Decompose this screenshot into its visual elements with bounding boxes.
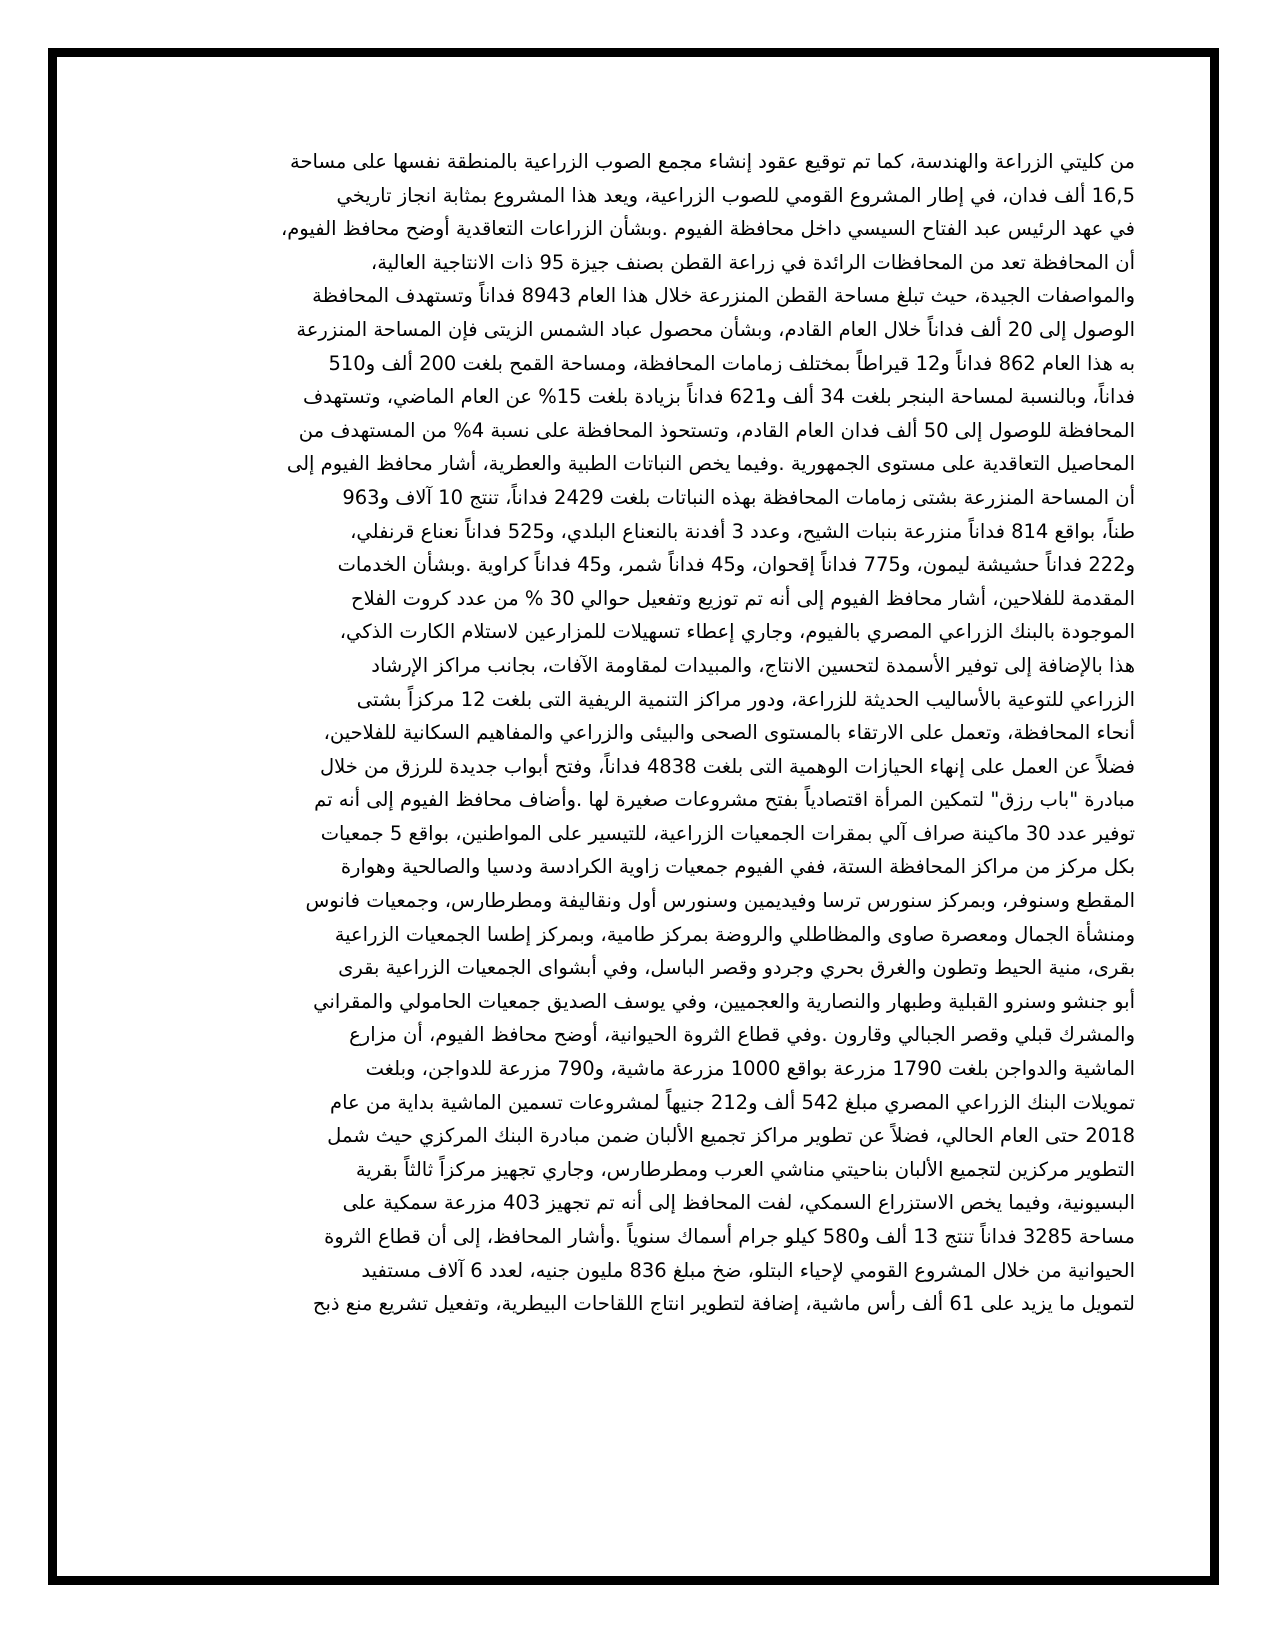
text-line: المحافظة للوصول إلى 50 ألف فدان العام القادم، وتستحوذ المحافظة على نسبة 4% من المستهدف من <box>298 418 1135 442</box>
text-line: توفير عدد 30 ماكينة صراف آلي بمقرات الجمعيات الزراعية، للتيسير على المواطنين، بواقع 5 جمعيات <box>320 821 1135 845</box>
text-line: التطوير مركزين لتجميع الألبان بناحيتي مناشي العرب ومطرطارس، وجاري تجهيز مركزاً ثالثاً بقرية <box>355 1157 1135 1181</box>
text-line: المقدمة للفلاحين، أشار محافظ الفيوم إلى أنه تم توزيع وتفعيل حوالي 30 % من عدد كروت الفلاح <box>351 586 1135 610</box>
text-line: بقرى، منية الحيط وتطون والغرق بحري وجردو وقصر الباسل، وفي أبشواى الجمعيات الزراعية بقرى <box>338 956 1135 980</box>
text-line: مساحة 3285 فداناً تنتج 13 ألف و580 كيلو جرام أسماك سنوياً .وأشار المحافظ، إلى أن قطاع الثروة <box>324 1225 1135 1248</box>
text-line: والمشرك قبلي وقصر الجبالي وقارون .وفي قطاع الثروة الحيوانية، أوضح محافظ الفيوم، أن مزارع <box>349 1023 1135 1047</box>
text-line: فضلاً عن العمل على إنهاء الحيازات الوهمية التى بلغت 4838 فداناً، وفتح أبواب جديدة للرزق من خلال <box>319 754 1135 778</box>
text-line: بكل مركز من مراكز المحافظة الستة، ففي الفيوم جمعيات زاوية الكرادسة ودسيا والصالحية وهوارة <box>340 855 1135 879</box>
text-line: هذا بالإضافة إلى توفير الأسمدة لتحسين الانتاج، والمبيدات لمقاومة الآفات، بجانب مراكز الإرشاد <box>371 653 1135 677</box>
text-line: 2018 حتى العام الحالي، فضلاً عن تطوير مراكز تجميع الألبان ضمن مبادرة البنك المركزي حيث شمل <box>327 1124 1135 1148</box>
text-line: و222 فداناً حشيشة ليمون، و775 فداناً إقحوان، و45 فداناً شمر، و45 فداناً كراوية .وبشأن الخدمات <box>337 553 1135 577</box>
text-line: الحيوانية من خلال المشروع القومي لإحياء البتلو، ضخ مبلغ 836 مليون جنيه، لعدد 6 آلاف مستفيد <box>361 1258 1135 1282</box>
text-line: والمواصفات الجيدة، حيث تبلغ مساحة القطن المنزرعة خلال هذا العام 8943 فداناً وتستهدف المحافظة <box>312 284 1135 308</box>
text-line: فداناً، وبالنسبة لمساحة البنجر بلغت 34 ألف و621 فداناً بزيادة بلغت 15% عن العام الماضي، وتستهدف <box>302 385 1135 409</box>
text-line: المحاصيل التعاقدية على مستوى الجمهورية .وفيما يخص النباتات الطبية والعطرية، أشار محافظ الفيوم إلى <box>286 452 1135 476</box>
text-line: أبو جنشو وسنرو القبلية وطبهار والنصارية والعجميين، وفي يوسف الصديق جمعيات الحامولي والمقراني <box>313 989 1135 1013</box>
text-line: من كليتي الزراعة والهندسة، كما تم توقيع عقود إنشاء مجمع الصوب الزراعية بالمنطقة نفسها على مساحة <box>290 150 1135 173</box>
text-line: الموجودة بالبنك الزراعي المصري بالفيوم، وجاري إعطاء تسهيلات للمزارعين لاستلام الكارت الذكي، <box>339 620 1135 644</box>
text-line: طناً، بواقع 814 فداناً منزرعة بنبات الشيح، وعدد 3 أفدنة بالنعناع البلدي، و525 فداناً نعناع قرنفلي، <box>350 519 1135 543</box>
text-line: أنحاء المحافظة، وتعمل على الارتقاء بالمستوى الصحى والبيئى والزراعي والمفاهيم السكانية للفلاحين، <box>323 721 1135 745</box>
text-line: مبادرة "باب رزق" لتمكين المرأة اقتصادياً بفتح مشروعات صغيرة لها .وأضاف محافظ الفيوم إلى أنه تم <box>314 788 1135 812</box>
text-line: به هذا العام 862 فداناً و12 قيراطاً بمختلف زمامات المحافظة، ومساحة القمح بلغت 200 ألف و510 <box>328 351 1135 375</box>
text-line: لتمويل ما يزيد على 61 ألف رأس ماشية، إضافة لتطوير انتاج اللقاحات البيطرية، وتفعيل تشريع منع ذبح <box>312 1292 1135 1316</box>
text-line: أن المحافظة تعد من المحافظات الرائدة في زراعة القطن بصنف جيزة 95 ذات الانتاجية العالية، <box>370 250 1135 274</box>
text-line: 16,5 ألف فدان، في إطار المشروع القومي للصوب الزراعية، ويعد هذا المشروع بمثابة انجاز تاريخي <box>336 183 1135 207</box>
article-body <box>140 145 1135 1321</box>
text-line: الوصول إلى 20 ألف فداناً خلال العام القادم، وبشأن محصول عباد الشمس الزيتى فإن المساحة المنزرعة <box>296 317 1135 341</box>
text-line: البسيونية، وفيما يخص الاستزراع السمكي، لفت المحافظ إلى أنه تم تجهيز 403 مزرعة سمكية على <box>342 1191 1135 1215</box>
text-line: في عهد الرئيس عبد الفتاح السيسي داخل محافظة الفيوم .وبشأن الزراعات التعاقدية أوضح محافظ الفيوم، <box>280 217 1135 241</box>
text-line: ومنشأة الجمال ومعصرة صاوى والمظاطلي والروضة بمركز طامية، وبمركز إطسا الجمعيات الزراعية <box>334 922 1135 946</box>
text-line: أن المساحة المنزرعة بشتى زمامات المحافظة بهذه النباتات بلغت 2429 فداناً، تنتج 10 آلاف و963 <box>342 485 1135 509</box>
text-line: الماشية والدواجن بلغت 1790 مزرعة بواقع 1000 مزرعة ماشية، و790 مزرعة للدواجن، وبلغت <box>365 1057 1135 1081</box>
text-line: تمويلات البنك الزراعي المصري مبلغ 542 ألف و212 جنيهاً لمشروعات تسمين الماشية بداية من عام <box>330 1090 1135 1114</box>
text-line: الزراعي للتوعية بالأساليب الحديثة للزراعة، ودور مراكز التنمية الريفية التى بلغت 12 مركزاً بشتى <box>356 687 1135 711</box>
text-line: المقطع وسنوفر، وبمركز سنورس ترسا وفيديمين وسنورس أول ونقاليفة ومطرطارس، وجمعيات فانوس <box>305 889 1135 913</box>
